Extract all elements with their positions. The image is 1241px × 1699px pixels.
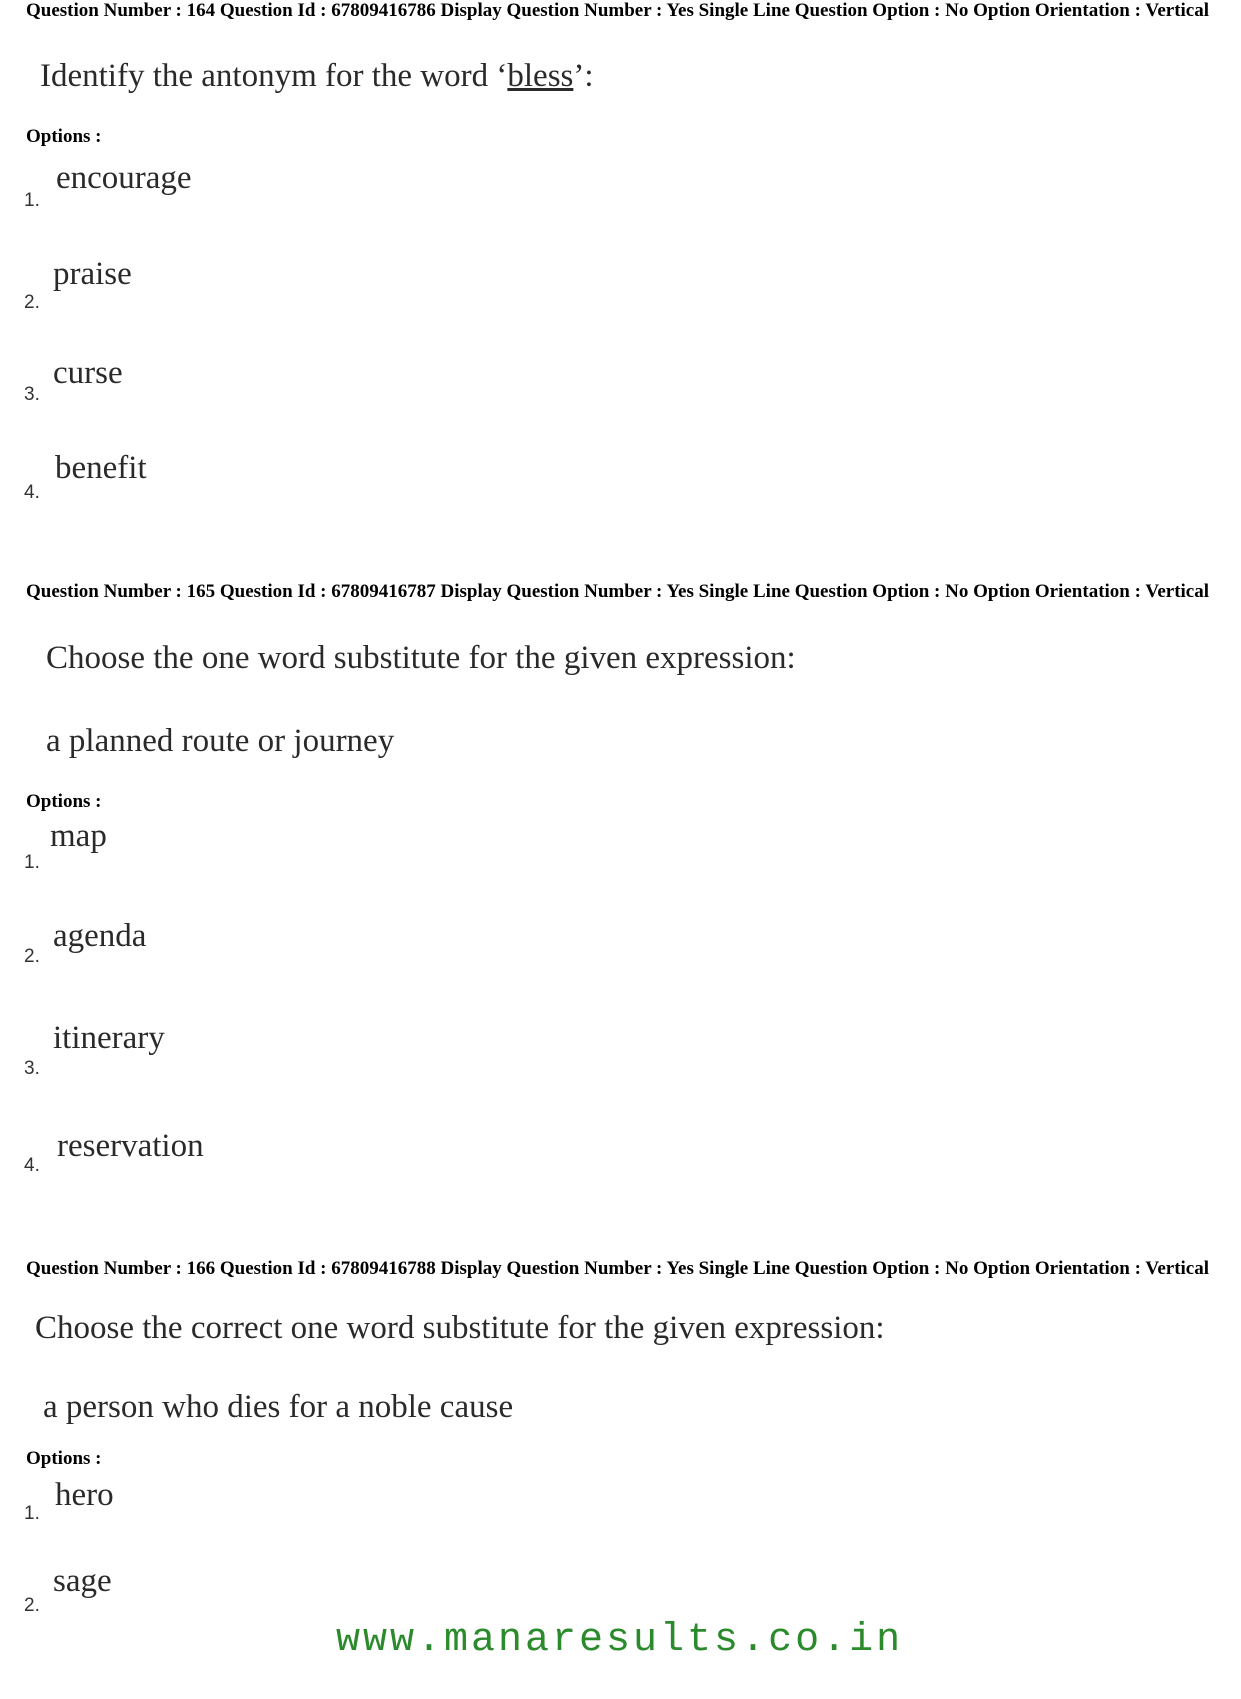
option-number: 3. (24, 1058, 40, 1079)
option-text: map (50, 818, 107, 854)
option-text: benefit (55, 450, 147, 486)
question-meta: Question Number : 166 Question Id : 67809416788 Display Question Number : Yes Single Line Question Option : No Option Orientation : Vertical (26, 1258, 1210, 1279)
option-number: 2. (24, 292, 40, 313)
options-label: Options : (26, 791, 102, 812)
options-label: Options : (26, 126, 102, 147)
question-text: Choose the correct one word substitute for the given expression: (35, 1310, 885, 1346)
option-number: 1. (24, 190, 40, 211)
question-text (40, 58, 594, 95)
question-keyword: bless (507, 58, 574, 94)
question-expression: a person who dies for a noble cause (43, 1389, 514, 1425)
option-number: 3. (24, 384, 40, 405)
question-meta: Question Number : 164 Question Id : 67809416786 Display Question Number : Yes Single Line Question Option : No Option Orientation : Vertical (26, 0, 1210, 21)
question-text-part: ’: (573, 58, 594, 94)
options-label: Options : (26, 1448, 102, 1469)
option-text: praise (53, 256, 132, 292)
option-text: curse (53, 355, 123, 391)
option-text: reservation (57, 1128, 204, 1164)
option-text: itinerary (53, 1020, 165, 1056)
question-text: Choose the one word substitute for the given expression: (46, 640, 796, 676)
question-text-part: Identify the antonym for the word ‘ (40, 58, 508, 94)
option-number: 4. (24, 1155, 40, 1176)
question-expression: a planned route or journey (46, 723, 395, 759)
option-number: 1. (24, 1503, 40, 1524)
option-number: 1. (24, 852, 40, 873)
option-text: encourage (56, 160, 192, 196)
question-meta: Question Number : 165 Question Id : 67809416787 Display Question Number : Yes Single Line Question Option : No Option Orientation : Vertical (26, 581, 1210, 602)
option-number: 2. (24, 946, 40, 967)
option-text: sage (53, 1563, 112, 1599)
option-number: 4. (24, 482, 40, 503)
watermark-url: www.manaresults.co.in (336, 1618, 904, 1663)
option-text: agenda (53, 918, 147, 954)
option-number: 2. (24, 1595, 40, 1616)
option-text: hero (55, 1477, 114, 1513)
